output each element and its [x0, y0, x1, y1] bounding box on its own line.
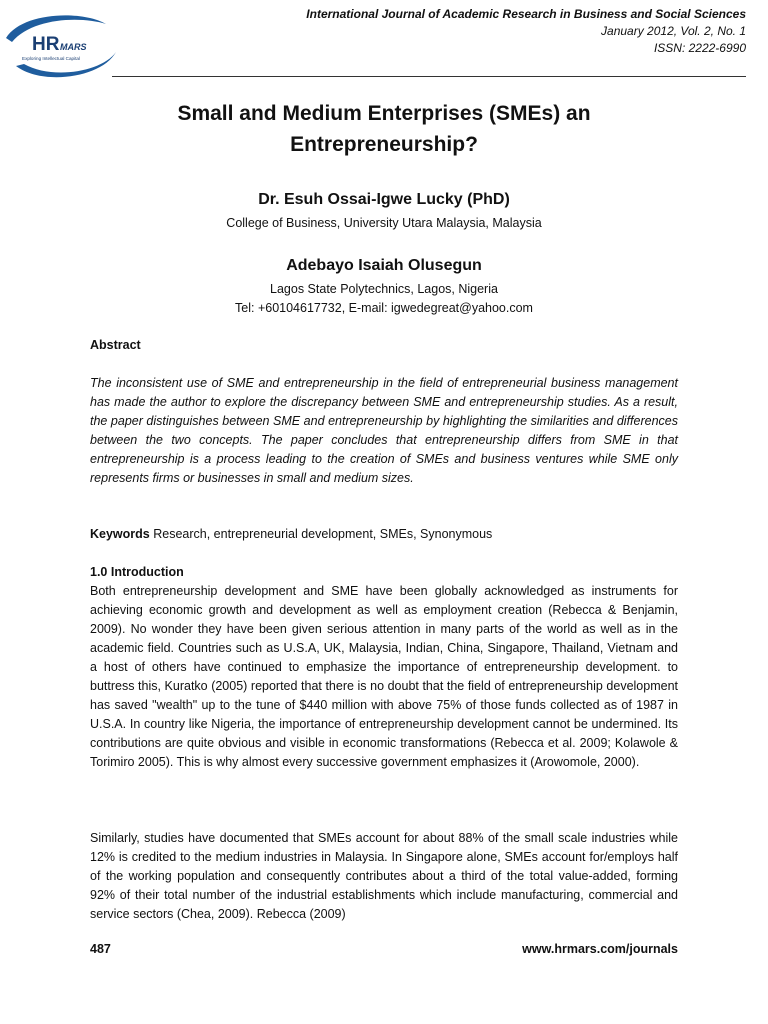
introduction-paragraph-2: Similarly, studies have documented that SMEs account for about 88% of the small scale industries while 12% is credited to the medium industries in Malaysia. In Singapore alone, SMEs account for/employs half of the working population and consequently contributes about a third of the total value-added, forming 92% of their total number of the industrial establishments which include manufacturing, commercial and service sectors (Chea, 2009). Rebecca (2009): [90, 831, 678, 921]
keywords-text: Research, entrepreneurial development, SMEs, Synonymous: [149, 527, 493, 541]
journal-name: International Journal of Academic Research in Business and Social Sciences: [306, 7, 746, 21]
hrmars-logo: [2, 8, 120, 84]
introduction-paragraph-1: Both entrepreneurship development and SME have been globally acknowledged as instruments for achieving economic growth and development as well as employment creation (Rebecca & Benjamin, 2009). No wonder they have been given serious attention in many parts of the world as well as in the academic field. Countries such as U.S.A, UK, Malaysia, Indian, China, Singapore, Thailand, Vietnam and a host of others have continued to emphasize the importance of entrepreneurship development. to buttress this, Kuratko (2005) reported that there is no doubt that the field of entrepreneurship development has saved "wealth" up to the tune of $440 million with above 75% of those funds collected as of 1987 in U.S.A. In country like Nigeria, the importance of entrepreneurship development cannot be undermined. Its contributions are quite obvious and visible in economic transformations (Rebecca et al. 2009; Kolawole & Torimiro 2005). This is why almost every successive government emphasizes it (Arowomole, 2000).: [90, 584, 678, 769]
author-1-affiliation: College of Business, University Utara Malaysia, Malaysia: [226, 216, 542, 230]
keywords: [90, 525, 678, 544]
keywords-label: Keywords: [90, 527, 150, 541]
header-rule: [112, 76, 746, 77]
author-2-affiliation: Lagos State Polytechnics, Lagos, Nigeria: [270, 282, 498, 296]
author-2-details: [0, 280, 768, 318]
author-1-name: Dr. Esuh Ossai-Igwe Lucky (PhD): [258, 191, 510, 208]
author-2-contact: Tel: +60104617732, E-mail: igwedegreat@yahoo.com: [235, 301, 533, 315]
abstract-heading: Abstract: [90, 338, 141, 352]
logo-text-hr: HR: [32, 34, 60, 55]
introduction-heading: 1.0 Introduction: [90, 565, 184, 579]
paper-title: [60, 98, 708, 160]
author-2-name: Adebayo Isaiah Olusegun: [286, 257, 482, 274]
title-line-1: Small and Medium Enterprises (SMEs) an: [177, 102, 591, 125]
logo-text-mars: MARS: [60, 42, 87, 52]
journal-url: www.hrmars.com/journals: [522, 942, 678, 956]
journal-info: [306, 6, 746, 57]
logo-tagline: Exploring Intellectual Capital: [22, 56, 80, 61]
abstract-text: The inconsistent use of SME and entrepreneurship in the field of entrepreneurial business management has made the author to explore the discrepancy between SME and entrepreneurship studies. As a result, the paper distinguishes between SME and entrepreneurship by highlighting the similarities and differences between the two concepts. The paper concludes that entrepreneurship differs from SME in that entrepreneurship is a process leading to the creation of SMEs and business ventures while SME only represents firms or businesses in small and medium sizes.: [90, 376, 678, 485]
title-line-2: Entrepreneurship?: [290, 133, 478, 156]
journal-issn: ISSN: 2222-6990: [653, 41, 746, 55]
journal-issue: January 2012, Vol. 2, No. 1: [601, 24, 746, 38]
page-number: 487: [90, 942, 111, 956]
